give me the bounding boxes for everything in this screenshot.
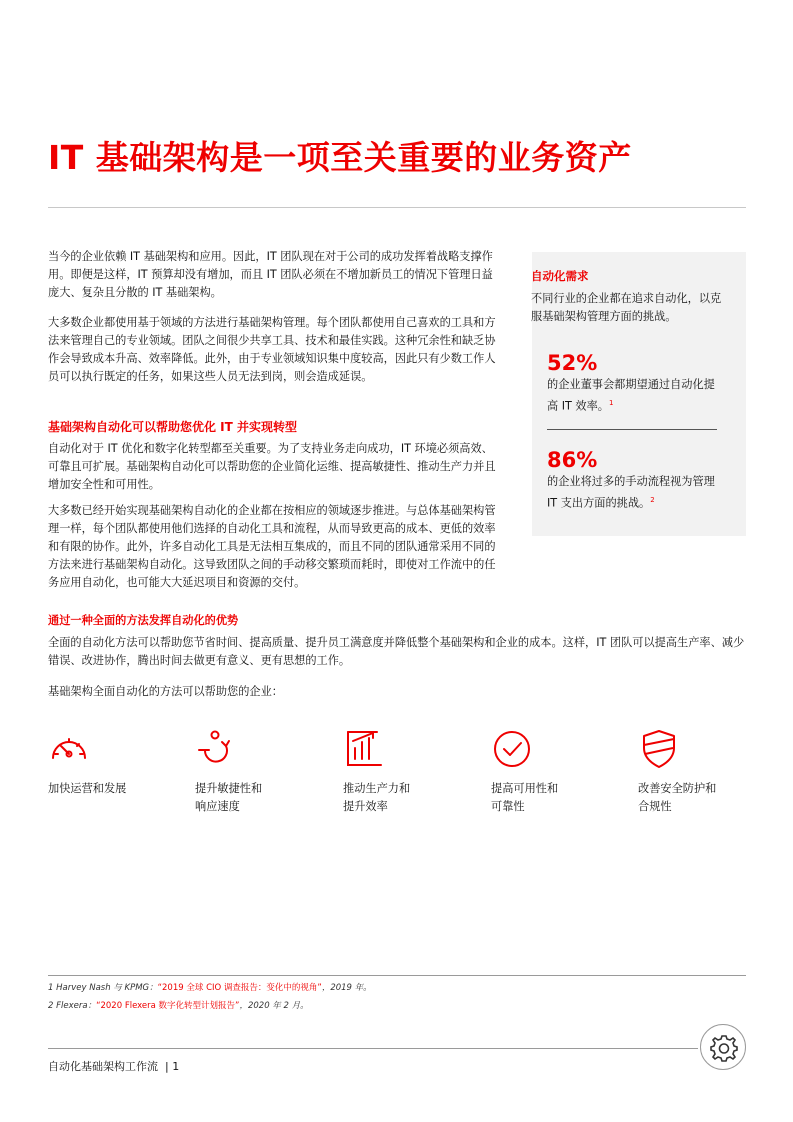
speedometer-icon: [48, 728, 90, 770]
shield-icon: [638, 728, 680, 770]
benefit-item: [48, 728, 158, 798]
page-footer: [48, 1058, 179, 1074]
stat-text: 的企业董事会都期望通过自动化提高 IT 效率。$^1$: [547, 378, 715, 413]
benefit-item: [491, 728, 601, 816]
footnote-ref: 1: [609, 399, 614, 407]
benefit-label: 加快运营和发展: [48, 782, 127, 795]
gear-icon: [701, 1025, 747, 1071]
intro-paragraph: 大多数企业都使用基于领域的方法进行基础架构管理。每个团队都使用自己喜欢的工具和方法来管理自己的专业领域。团队之间很少共享工具、技术和最佳实践。这种冗余性和缺乏协作会导致成本升高、效率降低。此外，由于专业领域知识集中度较高，因此只有少数工作人员可以执行既定的任务，如果这些人员无法到岗，则会造成延误。: [48, 316, 496, 383]
footer-divider: [48, 1048, 698, 1049]
footnote: 2 Flexera：“2020 Flexera 数字化转型计划报告”，2020 年 2 月。: [48, 1001, 309, 1011]
page-number: 1: [172, 1060, 180, 1073]
agility-icon: [195, 728, 237, 770]
stat-block: [547, 447, 717, 513]
stat-block: [547, 350, 717, 416]
footnote: 1 Harvey Nash 与 KPMG：“2019 全球 CIO 调查报告：变化中的视角”，2019 年。: [48, 983, 372, 993]
benefit-label: 改善安全防护和 合规性: [638, 782, 717, 813]
benefit-label: 推动生产力和 提升效率: [343, 782, 411, 813]
benefit-item: [343, 728, 453, 816]
section-paragraph: 自动化对于 IT 优化和数字化转型都至关重要。为了支持业务走向成功，IT 环境必须高效、可靠且可扩展。基础架构自动化可以帮助您的企业简化运维、提高敏捷性、推动生产力并且增加安全性和可用性。: [48, 442, 496, 491]
stat-text: 的企业将过多的手动流程视为管理 IT 支出方面的挑战。$^2$: [547, 475, 715, 510]
checkmark-circle-icon: [491, 728, 533, 770]
section-paragraph: 大多数已经开始实现基础架构自动化的企业都在按相应的领域逐步推进。与总体基础架构管理一样，每个团队都使用他们选择的自动化工具和流程，从而导致更高的成本、更低的效率和有限的协作。此外，许多自动化工具是无法相互集成的，而且不同的团队通常采用不同的方法来进行基础架构自动化。这导致团队之间的手动移交繁琐而耗时，即使对工作流中的任务应用自动化，也可能大大延迟项目和资源的交付。: [48, 504, 496, 589]
sidebar-intro: 不同行业的企业都在追求自动化，以克服基础架构管理方面的挑战。: [531, 292, 722, 323]
benefit-label: 提高可用性和 可靠性: [491, 782, 559, 813]
gear-badge: [700, 1024, 746, 1070]
footer-label: 自动化基础架构工作流: [48, 1060, 158, 1073]
footnote-link[interactable]: “2019 全球 CIO 调查报告：变化中的视角”: [157, 983, 322, 993]
title-divider: [48, 207, 746, 208]
footnote-divider: [48, 975, 746, 976]
section-paragraph: 基础架构全面自动化的方法可以帮助您的企业：: [48, 685, 283, 698]
footnote-ref: 2: [650, 496, 655, 504]
stat-value: 52%: [547, 351, 598, 375]
benefit-item: [638, 728, 748, 816]
sidebar-divider: [547, 429, 717, 430]
intro-paragraph: 当今的企业依赖 IT 基础架构和应用。因此，IT 团队现在对于公司的成功发挥着战略支撑作用。即便是这样，IT 预算却没有增加，而且 IT 团队必须在不增加新员工的情况下管理日益庞大、复杂且分散的 IT 基础架构。: [48, 250, 493, 299]
section-paragraph: 全面的自动化方法可以帮助您节省时间、提高质量、提升员工满意度并降低整个基础架构和企业的成本。这样，IT 团队可以提高生产率、减少错误、改进协作，腾出时间去做更有意义、更有思想的工作。: [48, 636, 745, 667]
benefit-item: [195, 728, 305, 816]
benefit-label: 提升敏捷性和 响应速度: [195, 782, 263, 813]
section-heading: 通过一种全面的方法发挥自动化的优势: [48, 614, 239, 627]
section-heading: 基础架构自动化可以帮助您优化 IT 并实现转型: [48, 420, 298, 434]
page-title: IT 基础架构是一项至关重要的业务资产: [48, 138, 632, 177]
productivity-chart-icon: [343, 728, 385, 770]
footer-separator: |: [165, 1060, 169, 1073]
footnote-link[interactable]: “2020 Flexera 数字化转型计划报告”: [96, 1001, 240, 1011]
stat-value: 86%: [547, 448, 598, 472]
sidebar-heading: 自动化需求: [531, 269, 589, 283]
